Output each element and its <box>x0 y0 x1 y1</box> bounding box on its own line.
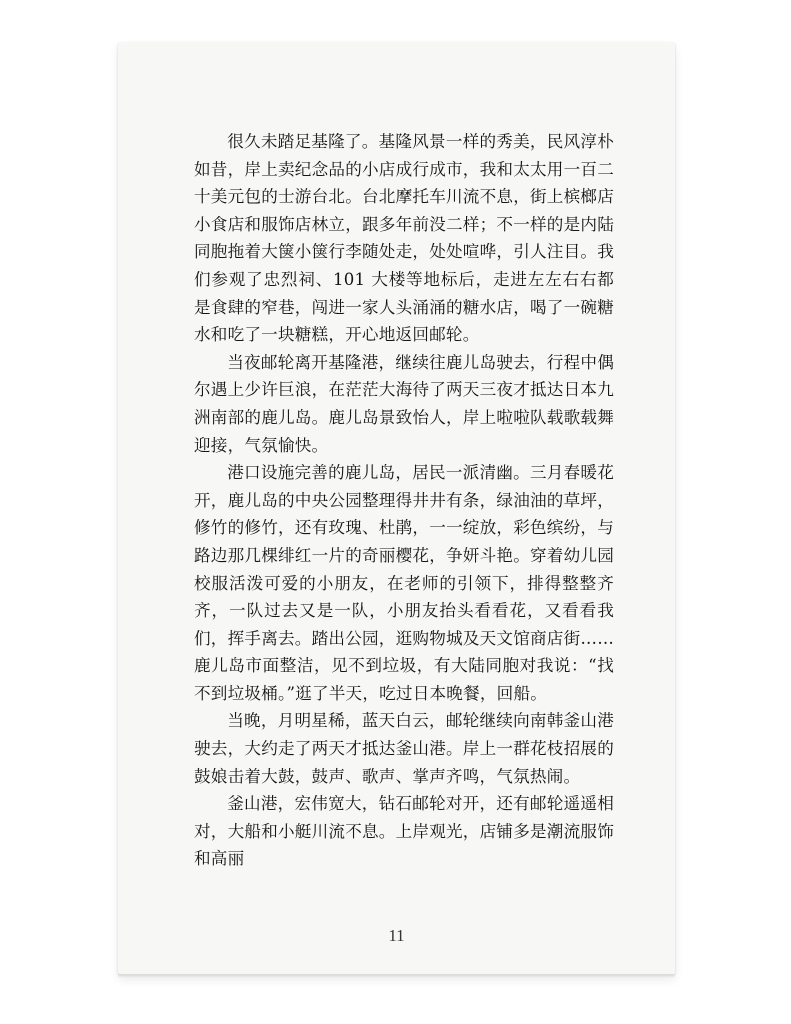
paragraph-departure: 当夜邮轮离开基隆港，继续往鹿儿岛驶去，行程中偶尔遇上少许巨浪，在茫茫大海待了两天三夜才抵达日本九洲南部的鹿儿岛。鹿儿岛景致怡人，岸上啦啦队载歌载舞迎接，气氛愉快。 <box>194 352 614 455</box>
paragraph-keelung: 很久未踏足基隆了。基隆风景一样的秀美，民风淳朴如昔，岸上卖纪念品的小店成行成市，我和太太用一百二十美元包的士游台北。台北摩托车川流不息，街上槟榔店小食店和服饰店林立，跟多年前没二样；不一样的是内陆同胞拖着大箧小箧行李随处走，处处喧哗，引人注目。我们参观了忠烈祠、101 大楼等地标后，走进左左右右都是食肆的窄巷，闯进一家人头涌涌的糖水店，喝了一碗糖水和吃了一块糖糕，开心地返回邮轮。 <box>194 132 614 345</box>
paragraph-busan-port: 釜山港，宏伟宽大，钻石邮轮对开，还有邮轮遥遥相对，大船和小艇川流不息。上岸观光，店铺多是潮流服饰和高丽 <box>194 794 614 869</box>
book-page <box>118 42 675 974</box>
paragraph-kagoshima: 港口设施完善的鹿儿岛，居民一派清幽。三月春暖花开，鹿儿岛的中央公园整理得井井有条，绿油油的草坪，修竹的修竹，还有玫瑰、杜鹃，一一绽放，彩色缤纷，与路边那几棵绯红一片的奇丽樱花，争妍斗艳。穿着幼儿园校服活泼可爱的小朋友，在老师的引领下，排得整整齐齐，一队过去又是一队，小朋友抬头看看花，又看看我们，挥手离去。踏出公园，逛购物城及天文馆商店街……鹿儿岛市面整洁，见不到垃圾，有大陆同胞对我说：“找不到垃圾桶。”逛了半天，吃过日本晚餐，回船。 <box>194 463 614 703</box>
page-number: 11 <box>388 926 405 945</box>
paragraph-busan-arrival: 当晚，月明星稀，蓝天白云，邮轮继续向南韩釜山港驶去，大约走了两天才抵达釜山港。岸上一群花枝招展的鼓娘击着大鼓，鼓声、歌声、掌声齐鸣，气氛热闹。 <box>194 711 614 786</box>
body-text <box>194 128 614 873</box>
